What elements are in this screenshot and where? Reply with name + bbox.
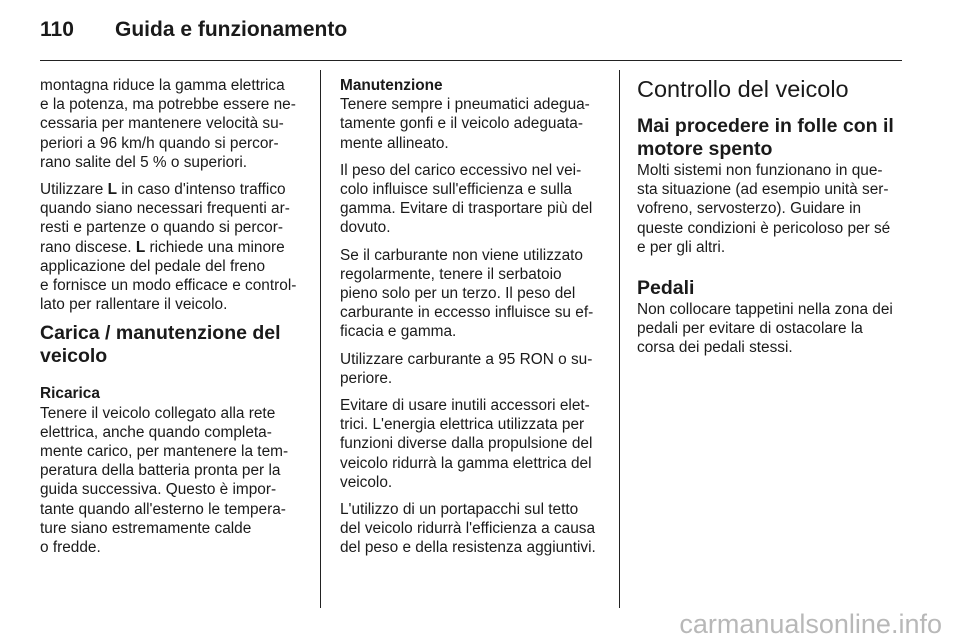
paragraph-pedali: Non collocare tappetini nella zona dei pedali per evitare di ostacolare la corsa dei pedali stessi. xyxy=(637,301,893,357)
paragraph-l-mode: Utilizzare L in caso d'intenso traffico quando siano necessari frequenti ar- resti e partenze o quando si percor- rano discese. L richiede una minore applicazione del pedale del freno e fornisce un modo efficace e control- lato per rallentare il veicolo. xyxy=(40,181,297,314)
column-divider-2 xyxy=(619,70,620,608)
page-title: Guida e funzionamento xyxy=(115,18,348,41)
paragraph-portapacchi: L'utilizzo di un portapacchi sul tetto del veicolo ridurrà l'efficienza a causa del peso e della resistenza aggiuntivi. xyxy=(340,501,596,557)
paragraph-gradient: montagna riduce la gamma elettrica e la potenza, ma potrebbe essere ne- cessaria per mantenere velocità su- periori a 96 km/h quando si percor- rano salite del 5 % o superiori. xyxy=(40,77,296,171)
gear-key-l: L xyxy=(135,238,146,256)
column-divider-1 xyxy=(320,70,321,608)
subheading-manutenzione: Manutenzione xyxy=(340,77,443,94)
header-rule xyxy=(40,60,902,61)
spacer xyxy=(637,265,907,277)
chapter-heading: Controllo del veicolo xyxy=(637,76,849,102)
section-heading-carica: Carica / manutenzione del veicolo xyxy=(40,322,281,368)
paragraph-pneumatici: Tenere sempre i pneumatici adegua- tamente gonfi e il veicolo adeguata- mente allineato. xyxy=(340,96,590,152)
watermark: carmanualsonline.info xyxy=(679,609,942,639)
column-left xyxy=(40,76,308,565)
section-heading-pedali: Pedali xyxy=(637,277,695,300)
paragraph-accessori: Evitare di usare inutili accessori elet- trici. L'energia elettrica utilizzata per funzioni diverse dalla propulsione del veicolo ridurrà la gamma elettrica del veicolo. xyxy=(340,397,593,491)
subheading-ricarica: Ricarica xyxy=(40,385,100,403)
paragraph-peso: Il peso del carico eccessivo nel vei- colo influisce sull'efficienza e sulla gamma. Evitare di trasportare più del dovuto. xyxy=(340,161,593,237)
column-right xyxy=(637,76,907,366)
paragraph-ron: Utilizzare carburante a 95 RON o su- periore. xyxy=(340,350,593,387)
paragraph-folle: Molti sistemi non funzionano in que- sta situazione (ad esempio unità ser- vofreno, servosterzo). Guidare in queste condizioni è pericoloso per sé e per gli altri. xyxy=(637,162,891,256)
column-middle xyxy=(340,76,604,566)
gear-key-l: L xyxy=(107,181,117,199)
section-heading-folle: Mai procedere in folle con il motore spento xyxy=(637,115,894,160)
paragraph-ricarica: Tenere il veicolo collegato alla rete elettrica, anche quando completa- mente carico, per mantenere la tem- peratura della batteria pronta per la guida successiva. Questo è impor- tante quando all'esterno le tempera- ture siano estremamente calde o fredde. xyxy=(40,404,289,557)
page-number: 110 xyxy=(40,18,74,41)
paragraph-carburante: Se il carburante non viene utilizzato regolarmente, tenere il serbatoio pieno solo per un terzo. Il peso del carburante in eccesso influisce su ef- ficacia e gamma. xyxy=(340,246,594,341)
